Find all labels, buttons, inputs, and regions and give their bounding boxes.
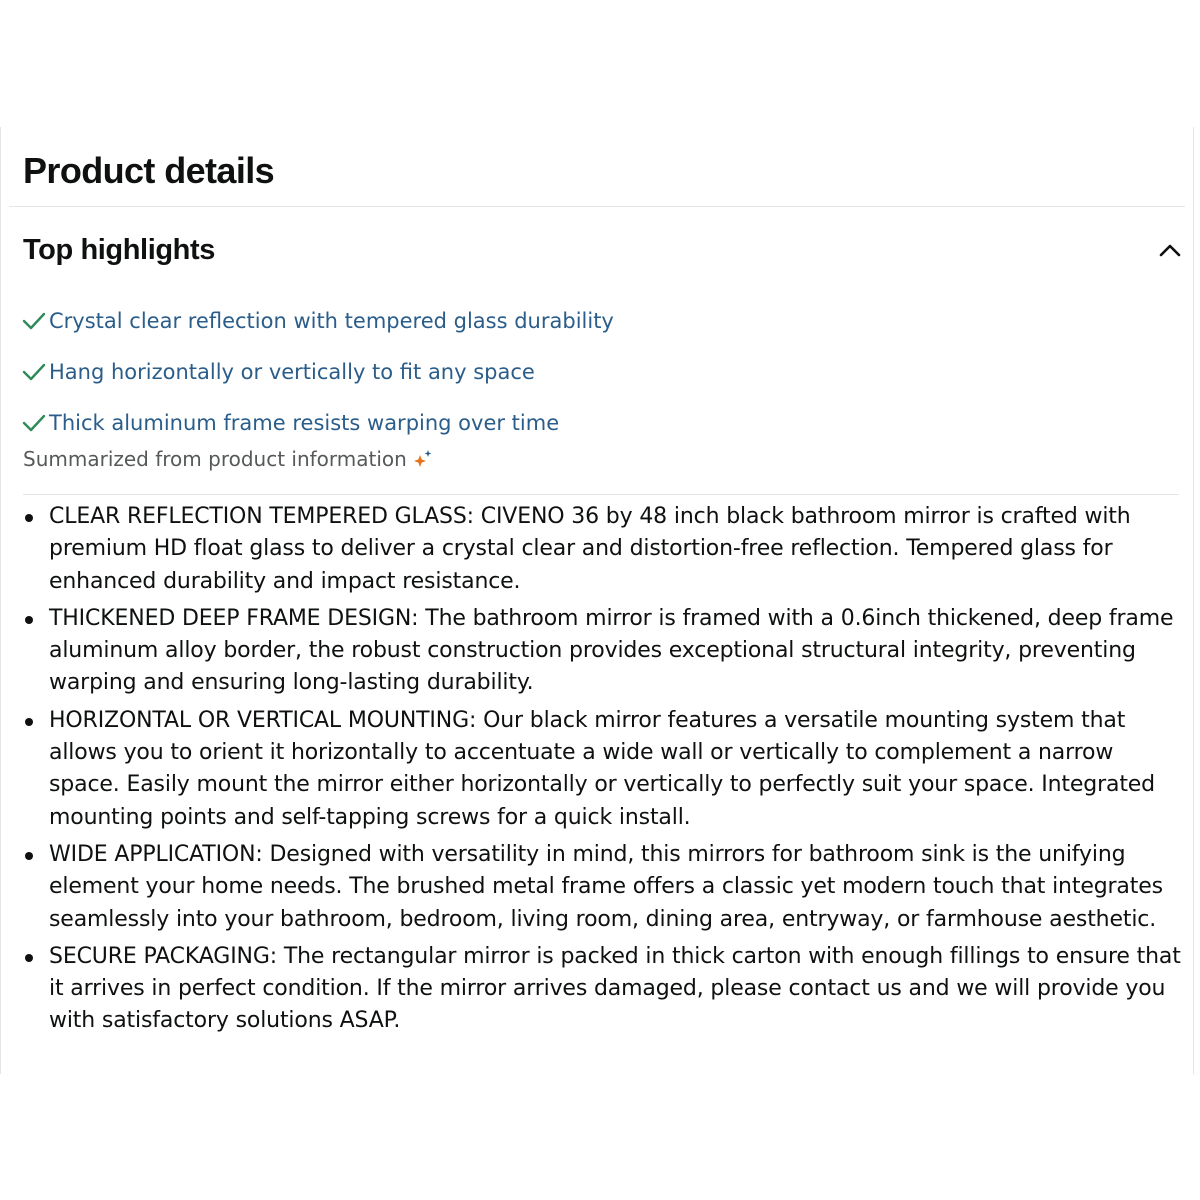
summary-note	[23, 447, 433, 471]
summary-text: Summarized from product information	[23, 447, 407, 471]
feature-bullet-list	[23, 501, 1183, 1043]
check-icon	[21, 311, 47, 331]
feature-bullet	[23, 603, 1183, 700]
highlight-item	[21, 295, 614, 346]
feature-bullet	[23, 941, 1183, 1038]
feature-bullet	[23, 705, 1183, 834]
check-icon	[21, 362, 47, 382]
bullet-dot	[25, 954, 33, 962]
feature-bullet-text: THICKENED DEEP FRAME DESIGN: The bathroom mirror is framed with a 0.6inch thickened, deep frame aluminum alloy border, the robust construction provides exceptional structural integrity, preventing warping and ensuring long-lasting durability.	[49, 605, 1174, 696]
highlight-list	[21, 295, 614, 448]
highlight-item	[21, 397, 614, 448]
highlight-text: Crystal clear reflection with tempered glass durability	[49, 308, 614, 333]
ai-sparkle-icon	[413, 449, 433, 469]
top-highlights-toggle[interactable]	[23, 230, 1183, 270]
feature-bullet-text: HORIZONTAL OR VERTICAL MOUNTING: Our black mirror features a versatile mounting system that allows you to orient it horizontally to accentuate a wide wall or vertically to complement a narrow space. Easily mount the mirror either horizontally or vertically to perfectly suit your space. Integrated mounting points and self-tapping screws for a quick install.	[49, 707, 1155, 830]
feature-bullet	[23, 501, 1183, 598]
feature-bullet-text: SECURE PACKAGING: The rectangular mirror is packed in thick carton with enough fillings to ensure that it arrives in perfect condition. If the mirror arrives damaged, please contact us and we will provide you with satisfactory solutions ASAP.	[49, 943, 1181, 1034]
feature-bullet-text: WIDE APPLICATION: Designed with versatility in mind, this mirrors for bathroom sink is the unifying element your home needs. The brushed metal frame offers a classic yet modern touch that integrates seamlessly into your bathroom, bedroom, living room, dining area, entryway, or farmhouse aesthetic.	[49, 841, 1163, 932]
feature-bullet	[23, 839, 1183, 936]
highlight-text: Thick aluminum frame resists warping over time	[49, 410, 560, 435]
section-title: Product details	[23, 150, 275, 191]
feature-bullet-text: CLEAR REFLECTION TEMPERED GLASS: CIVENO 36 by 48 inch black bathroom mirror is crafted with premium HD float glass to deliver a crystal clear and distortion-free reflection. Tempered glass for enhanced durability and impact resistance.	[49, 504, 1131, 594]
highlight-item	[21, 346, 614, 397]
bullet-dot	[25, 718, 33, 726]
divider	[9, 206, 1185, 207]
bullet-dot	[25, 514, 33, 522]
bullet-dot	[25, 852, 33, 860]
chevron-up-icon[interactable]	[1157, 237, 1183, 263]
divider	[23, 494, 1179, 495]
bullet-dot	[25, 616, 33, 624]
product-details-panel	[0, 127, 1194, 1074]
highlight-text: Hang horizontally or vertically to fit any space	[49, 359, 535, 384]
check-icon	[21, 413, 47, 433]
top-highlights-title: Top highlights	[23, 233, 215, 266]
